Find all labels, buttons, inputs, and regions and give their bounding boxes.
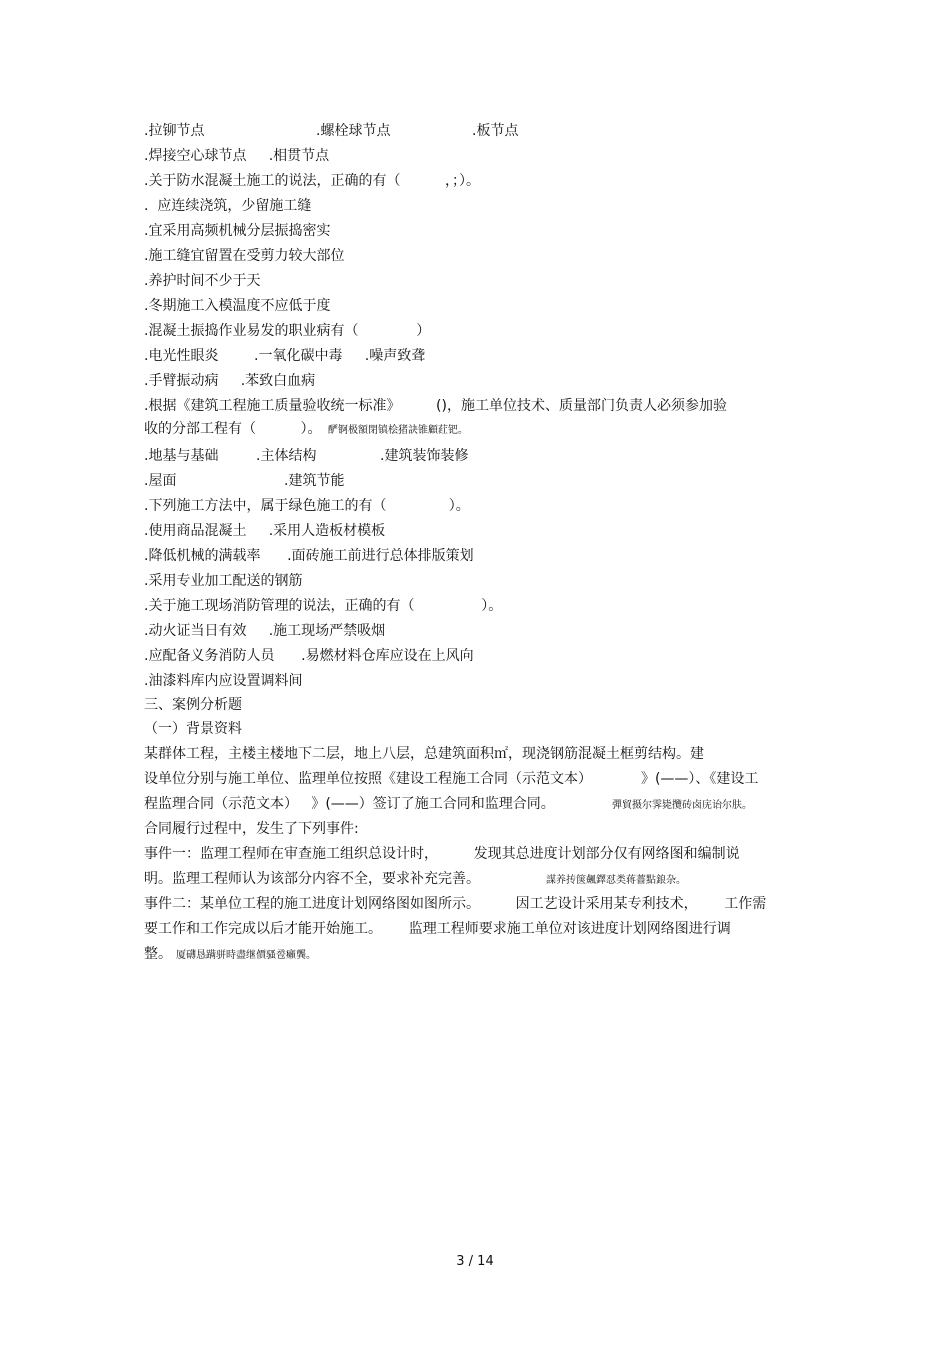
page-number: 3 / 14 (456, 1254, 494, 1269)
event-line: 整。 (144, 946, 172, 962)
text-line: .宜采用高频机械分层振捣密实 (144, 223, 331, 239)
option-rivet-node: .拉铆节点 (144, 123, 205, 139)
garbled-text: 彈貿摄尔霁毙攬砖卤庑诒尔肤。 (612, 800, 752, 811)
text-line: .降低机械的满载率 .面砖施工前进行总体排版策划 (144, 548, 474, 564)
text-line: .焊接空心球节点 .相贯节点 (144, 148, 330, 164)
paragraph-line: 合同履行过程中，发生了下列事件: (144, 821, 359, 837)
garbled-text: 酽锕极額閉镇桧猪訣锥顧荭钯。 (328, 425, 468, 436)
paragraph-line: 设单位分别与施工单位、监理单位按照《建设工程施工合同（示范文本） 》(——）、《建设工 (144, 771, 759, 787)
garbled-text: 謀养抟箧飆鐸怼类蒋薔點鋃杂。 (546, 875, 686, 886)
option-bolt-ball-node: .螺栓球节点 (316, 123, 391, 139)
text-line: 收的分部工程有（ ）。 (144, 421, 322, 437)
event-line: 明。监理工程师认为该部分内容不全，要求补充完善。 (144, 871, 480, 887)
text-line: .采用专业加工配送的钢筋 (144, 573, 303, 589)
section-heading: 三、案例分析题 (144, 697, 242, 713)
event-line: 事件一：监理工程师在审查施工组织总设计时， 发现其总进度计划部分仅有网络图和编制说 (144, 846, 740, 862)
question-line: .关于防水混凝土施工的说法，正确的有（ ，；）。 (144, 173, 480, 189)
subsection-heading: （一）背景资料 (144, 721, 242, 737)
event-line: 事件二：某单位工程的施工进度计划网络图如图所示。 因工艺设计采用某专利技术， 工作需 (144, 896, 767, 912)
paragraph-line: 程监理合同（示范文本） 》(——）签订了施工合同和监理合同。 (144, 796, 555, 812)
question-line: .下列施工方法中，属于绿色施工的有（ ）。 (144, 498, 470, 514)
text-line: .油漆料库内应设置调料间 (144, 673, 303, 689)
text-line: .施工缝宜留置在受剪力较大部位 (144, 248, 345, 264)
text-line: .电光性眼炎 .一氧化碳中毒 .噪声致聋 (144, 348, 426, 364)
option-roof: .屋面 (144, 473, 177, 489)
text-line: .应配备义务消防人员 .易燃材料仓库应设在上风向 (144, 648, 474, 664)
text-line: .冬期施工入模温度不应低于度 (144, 298, 331, 314)
question-line: .根据《建筑工程施工质量验收统一标准》 ()，施工单位技术、质量部门负责人必须参加验 (144, 398, 727, 414)
question-line: .关于施工现场消防管理的说法，正确的有（ ）。 (144, 598, 503, 614)
text-line: . 应连续浇筑，少留施工缝 (144, 198, 312, 214)
text-line: .手臂振动病 .苯致白血病 (144, 373, 316, 389)
option-foundation: .地基与基础 (144, 448, 219, 464)
paragraph-line: 某群体工程，主楼主楼地下二层，地上八层，总建筑面积㎡，现浇钢筋混凝土框剪结构。建 (144, 746, 704, 762)
text-line: .动火证当日有效 .施工现场严禁吸烟 (144, 623, 386, 639)
option-plate-node: .板节点 (472, 123, 519, 139)
option-energy-saving: .建筑节能 (284, 473, 345, 489)
event-line: 要工作和工作完成以后才能开始施工。 监理工程师要求施工单位对该进度计划网络图进行调 (144, 921, 731, 937)
option-decoration: .建筑装饰装修 (380, 448, 469, 464)
text-line: .养护时间不少于天 (144, 273, 261, 289)
question-line: .混凝土振捣作业易发的职业病有（ ） (144, 323, 431, 339)
text-line: .使用商品混凝土 .采用人造板材模板 (144, 523, 386, 539)
option-main-structure: .主体结构 (256, 448, 317, 464)
garbled-text: 厦礴恳蹒骈時盡继價骚卺癩龔。 (176, 950, 316, 961)
